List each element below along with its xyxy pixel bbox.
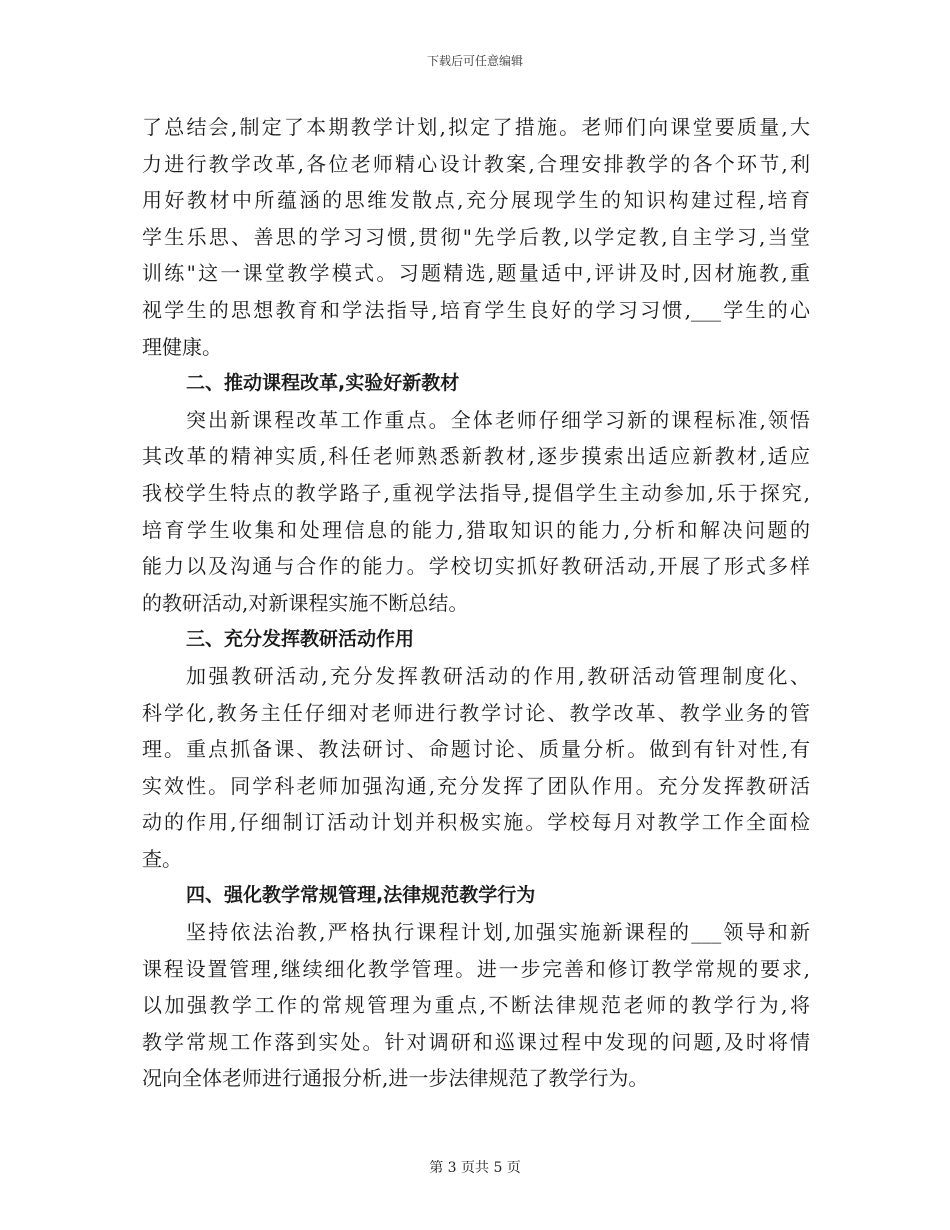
text-line: 理。重点抓备课、教法研讨、命题讨论、质量分析。做到有针对性,有 [142,737,810,762]
text-line: 的教研活动,对新课程实施不断总结。 [142,590,469,615]
text-line: 训练"这一课堂教学模式。习题精选,题量适中,评讲及时,因材施教,重 [142,261,810,286]
text-line: 以加强教学工作的常规管理为重点,不断法律规范老师的教学行为,将 [142,993,810,1018]
page-number-footer: 第 3 页共 5 页 [429,1160,521,1176]
text-line: 突出新课程改革工作重点。全体老师仔细学习新的课程标准,领悟 [186,407,810,432]
text-line: 学生乐思、善思的学习习惯,贯彻"先学后教,以学定教,自主学习,当堂 [142,224,810,249]
document-body [142,109,810,1097]
text-line: 培育学生收集和处理信息的能力,猎取知识的能力,分析和解决问题的 [142,517,810,542]
text-line: 能力以及沟通与合作的能力。学校切实抓好教研活动,开展了形式多样 [142,554,810,579]
text-line: 教学常规工作落到实处。针对调研和巡课过程中发现的问题,及时将情 [142,1029,810,1054]
paragraph [142,402,810,622]
text-line: 课程设置管理,继续细化教学管理。进一步完善和修订教学常规的要求, [142,956,810,981]
section-heading: 三、充分发挥教研活动作用 [186,628,415,651]
text-line: 况向全体老师进行通报分析,进一步法律规范了教学行为。 [142,1066,649,1091]
text-line: 实效性。同学科老师加强沟通,充分发挥了团队作用。充分发挥教研活 [142,773,810,798]
section-heading: 四、强化教学常规管理,法律规范教学行为 [186,884,536,907]
text-line: 坚持依法治教,严格执行课程计划,加强实施新课程的___领导和新 [186,920,810,945]
text-line: 我校学生特点的教学路子,重视学法指导,提倡学生主动参加,乐于探究, [142,480,810,505]
paragraph [142,914,810,1097]
paragraph [142,109,810,365]
section-heading: 二、推动课程改革,实验好新教材 [186,372,460,395]
text-line: 视学生的思想教育和学法指导,培育学生良好的学习习惯,___学生的心 [142,297,810,322]
text-line: 用好教材中所蕴涵的思维发散点,充分展现学生的知识构建过程,培育 [142,188,810,213]
text-line: 其改革的精神实质,科任老师熟悉新教材,逐步摸索出适应新教材,适应 [142,444,810,469]
text-line: 理健康。 [142,334,222,359]
page-header: 下载后可任意编辑 [426,54,523,68]
paragraph [142,658,810,878]
text-line: 查。 [142,846,182,871]
text-line: 科学化,教务主任仔细对老师进行教学讨论、教学改革、教学业务的管 [142,700,810,725]
text-line: 动的作用,仔细制订活动计划并积极实施。学校每月对教学工作全面检 [142,810,810,835]
text-line: 力进行教学改革,各位老师精心设计教案,合理安排教学的各个环节,利 [142,151,810,176]
text-line: 加强教研活动,充分发挥教研活动的作用,教研活动管理制度化、 [186,663,810,688]
text-line: 了总结会,制定了本期教学计划,拟定了措施。老师们向课堂要质量,大 [142,115,810,139]
